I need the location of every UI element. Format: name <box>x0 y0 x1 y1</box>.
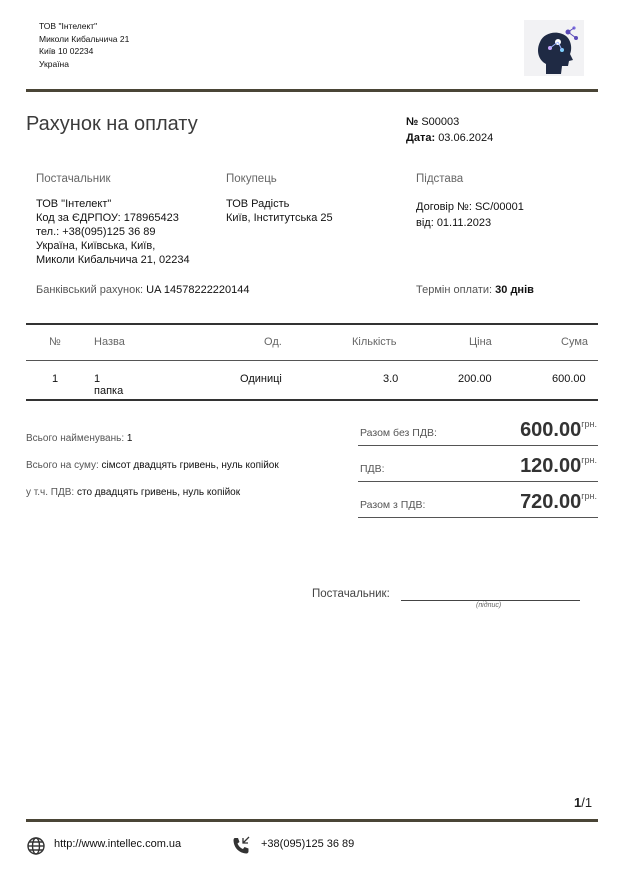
bank-label: Банківський рахунок: <box>36 284 144 296</box>
row-num: 1 <box>52 373 59 385</box>
supplier-heading: Постачальник <box>36 173 111 185</box>
table-header-name: Назва <box>94 336 125 348</box>
footer-website[interactable]: http://www.intellec.com.ua <box>54 838 182 850</box>
currency-label: грн. <box>581 419 597 429</box>
currency-label: грн. <box>581 455 597 465</box>
buyer-details <box>226 197 333 225</box>
basis-line: Договір №: SC/00001 <box>416 201 524 213</box>
company-country: Україна <box>39 58 69 69</box>
total-label: Разом без ПДВ: <box>360 427 437 439</box>
company-city: Київ 10 02234 <box>39 46 94 56</box>
vat-value: сто двадцять гривень, нуль копійок <box>76 487 241 498</box>
signature-hint: (підпис) <box>476 602 502 609</box>
table-top-rule <box>26 323 598 325</box>
document-number-block <box>406 114 493 146</box>
page-title: Рахунок на оплату <box>26 113 198 135</box>
table-header-price: Ціна <box>469 336 492 348</box>
row-qty: 3.0 <box>383 373 399 385</box>
table-bottom-rule <box>26 399 598 401</box>
page-current: 1 <box>574 795 582 810</box>
buyer-line: Київ, Інститутська 25 <box>226 212 333 224</box>
sum-label: Всього на суму: <box>26 460 99 471</box>
basis-details <box>416 199 524 231</box>
buyer-line: ТОВ Радість <box>226 198 290 210</box>
total-value <box>520 419 597 442</box>
company-logo <box>524 20 584 76</box>
bank-value: UA 14578222220144 <box>146 284 250 296</box>
company-street: Миколи Кибальчича 21 <box>39 33 130 44</box>
supplier-line: Україна, Київська, Київ, <box>36 240 156 252</box>
table-header-sum: Сума <box>561 336 589 348</box>
terms-value: 30 днів <box>495 284 534 296</box>
items-count <box>26 433 132 444</box>
total-label: Разом з ПДВ: <box>360 499 426 511</box>
date-label: Дата: <box>406 132 436 144</box>
globe-icon <box>26 836 46 856</box>
supplier-line: Миколи Кибальчича 21, 02234 <box>36 254 190 266</box>
supplier-line: ТОВ "Інтелект" <box>36 198 112 210</box>
buyer-heading: Покупець <box>226 173 277 185</box>
phone-icon <box>231 836 251 856</box>
document-date: 03.06.2024 <box>438 132 494 144</box>
total-vat <box>358 448 598 482</box>
total-value <box>520 455 597 478</box>
supplier-line: Код за ЄДРПОУ: 178965423 <box>36 212 179 224</box>
table-header-qty: Кількість <box>352 336 397 348</box>
company-address <box>39 20 129 70</box>
total-amount: 720.00 <box>520 491 582 513</box>
supplier-details <box>36 197 190 267</box>
number-label: № <box>406 116 419 128</box>
terms-label: Термін оплати: <box>416 284 493 296</box>
vat-in-words <box>26 487 240 498</box>
sum-in-words <box>26 460 279 471</box>
page-number <box>574 795 592 810</box>
table-header-num: № <box>49 336 61 348</box>
total-without-vat <box>358 412 598 446</box>
sum-value: сімсот двадцять гривень, нуль копійок <box>101 460 279 471</box>
total-with-vat <box>358 484 598 518</box>
row-name: 1 папка <box>94 373 124 397</box>
supplier-line: тел.: +38(095)125 36 89 <box>36 226 156 238</box>
total-label: ПДВ: <box>360 463 385 475</box>
vat-label: у т.ч. ПДВ: <box>26 487 75 498</box>
header-divider <box>26 89 598 92</box>
total-amount: 600.00 <box>520 419 582 441</box>
items-label: Всього найменувань: <box>26 433 125 444</box>
signature-line <box>401 600 580 601</box>
items-value: 1 <box>126 433 133 444</box>
table-header-rule <box>26 360 598 361</box>
table-header-unit: Од. <box>264 336 282 348</box>
row-price: 200.00 <box>458 373 492 385</box>
total-amount: 120.00 <box>520 455 582 477</box>
basis-line: від: 01.11.2023 <box>416 217 492 229</box>
document-number: S00003 <box>421 116 460 128</box>
basis-heading: Підстава <box>416 173 464 185</box>
payment-terms <box>416 284 534 296</box>
bank-account <box>36 284 250 296</box>
footer-phone[interactable]: +38(095)125 36 89 <box>261 838 355 850</box>
signature-label: Постачальник: <box>312 588 390 600</box>
total-value <box>520 491 597 514</box>
row-unit: Одиниці <box>240 373 282 385</box>
currency-label: грн. <box>581 491 597 501</box>
company-name: ТОВ "Інтелект" <box>39 21 98 31</box>
row-sum: 600.00 <box>552 373 586 385</box>
footer-divider <box>26 819 598 822</box>
page-total: /1 <box>581 795 593 810</box>
